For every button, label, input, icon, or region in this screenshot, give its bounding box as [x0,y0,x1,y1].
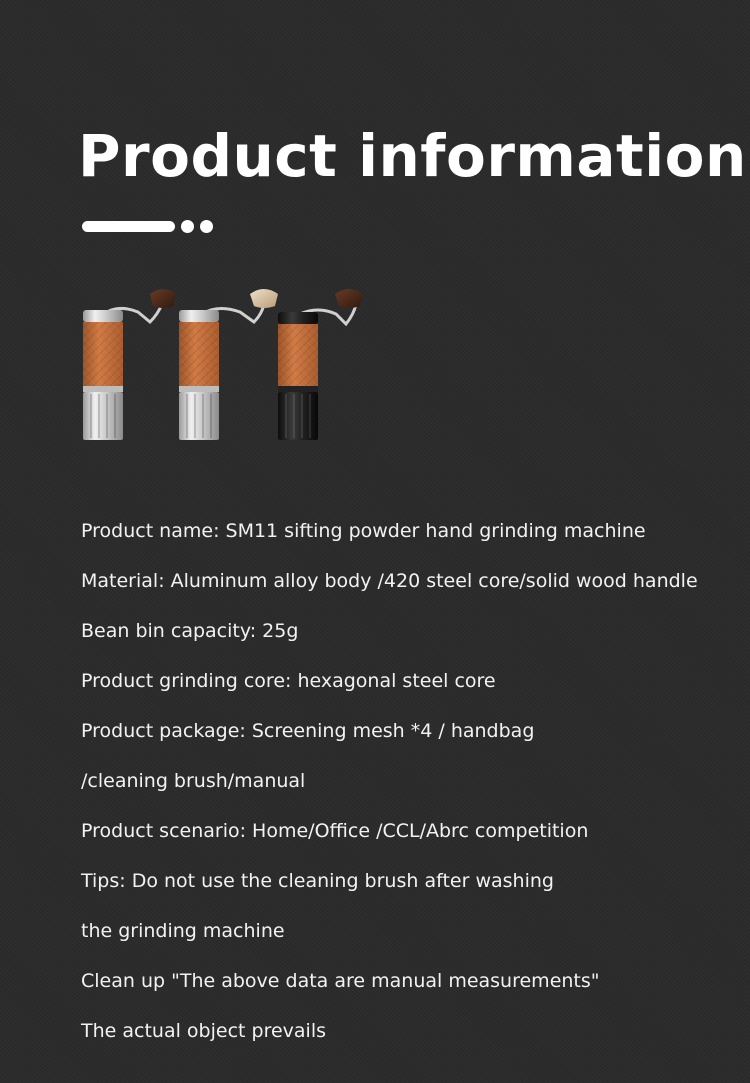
divider-dot [181,220,194,233]
grinder-silver-dark-knob [83,289,176,440]
detail-line: Product package: Screening mesh *4 / handbag [81,720,535,742]
detail-line: Material: Aluminum alloy body /420 steel core/solid wood handle [81,570,698,592]
detail-line: Bean bin capacity: 25g [81,620,299,642]
page-title: Product information [78,122,747,190]
title-divider [82,220,222,234]
divider-bar [82,221,175,232]
divider-dot [200,220,213,233]
detail-line: Product name: SM11 sifting powder hand grinding machine [81,520,646,542]
detail-line: The actual object prevails [81,1020,326,1042]
detail-line: Product grinding core: hexagonal steel core [81,670,496,692]
grinder-silver-light-knob [179,289,278,440]
detail-line: Product scenario: Home/Office /CCL/Abrc competition [81,820,589,842]
product-details-list [81,514,721,1064]
detail-line: Tips: Do not use the cleaning brush after washing [81,870,554,892]
product-image [78,282,378,447]
detail-line: the grinding machine [81,920,285,942]
grinder-black-dark-knob [278,289,363,440]
detail-line: Clean up "The above data are manual measurements" [81,970,600,992]
detail-line: /cleaning brush/manual [81,770,306,792]
